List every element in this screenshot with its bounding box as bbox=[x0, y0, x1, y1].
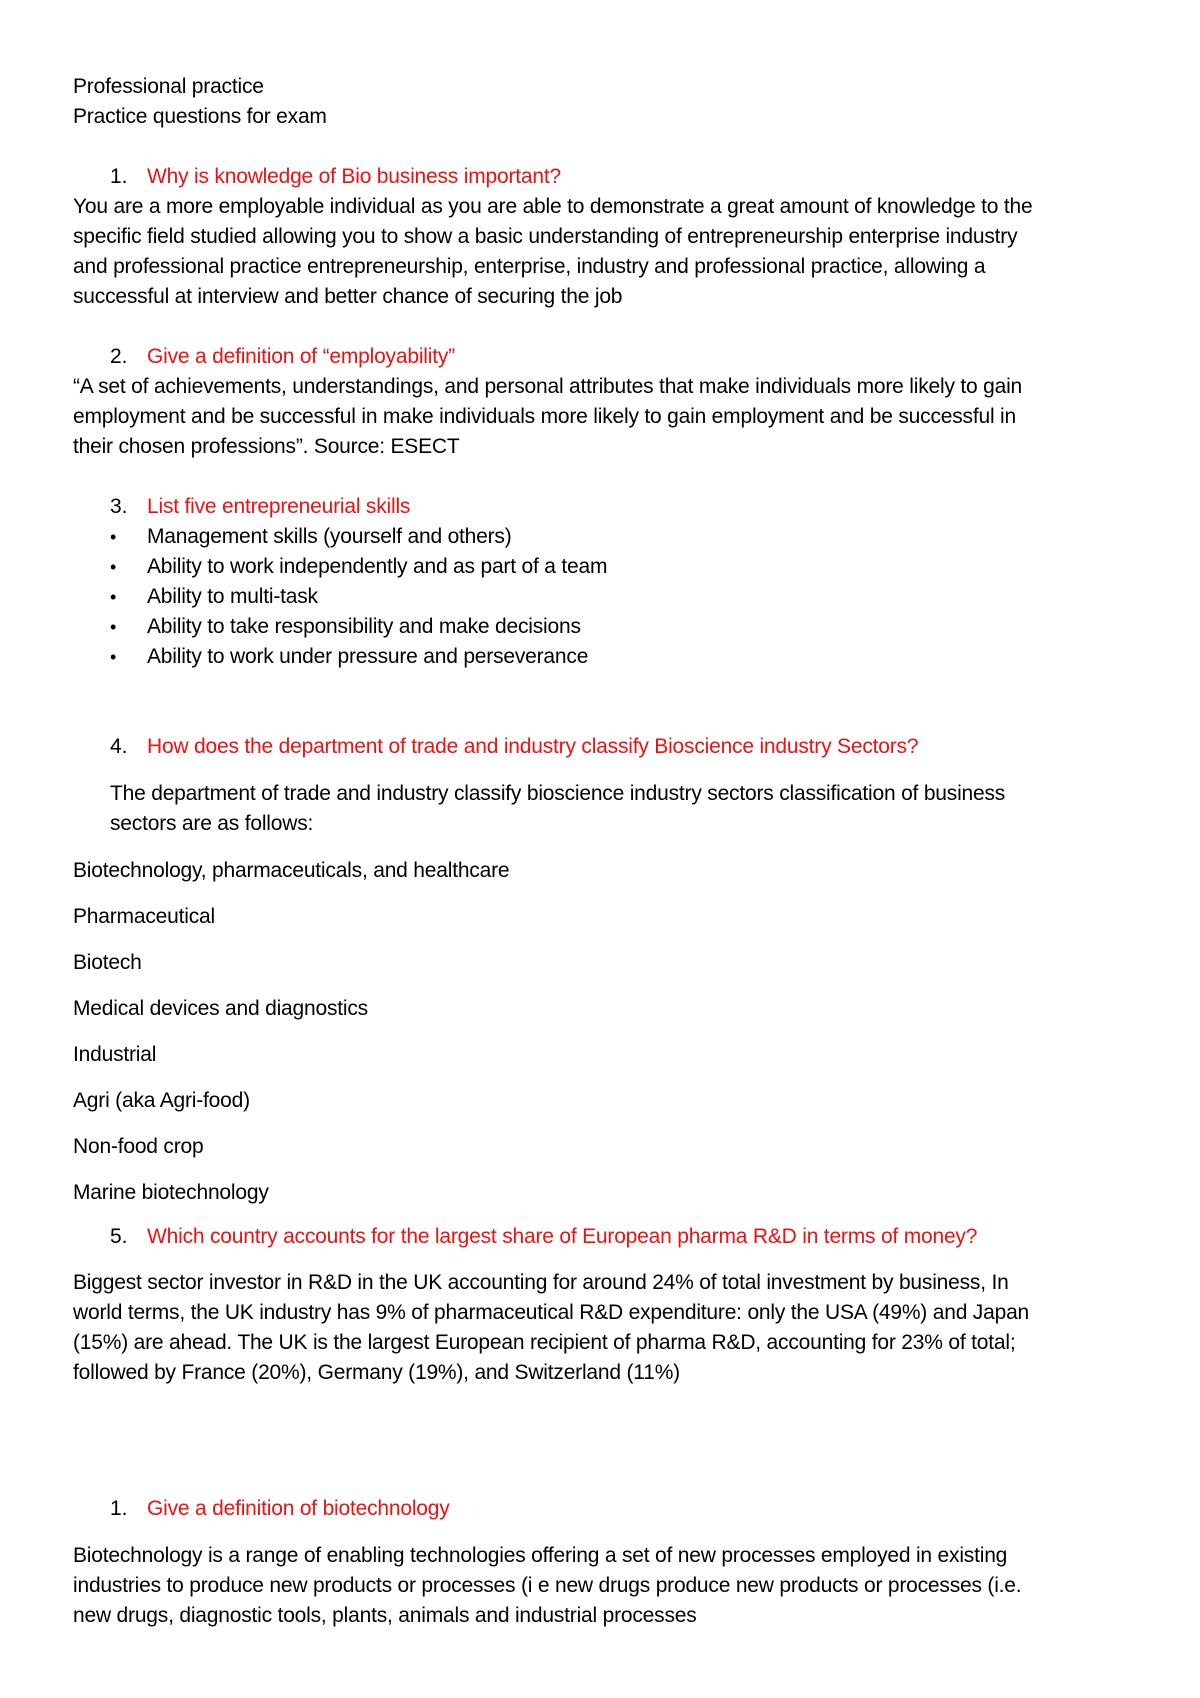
answer-line: Biggest sector investor in R&D in the UK accounting for around 24% of total investment by business, In bbox=[73, 1271, 1009, 1294]
sector-item: Marine biotechnology bbox=[73, 1181, 269, 1204]
bullet-marker: • bbox=[110, 587, 117, 607]
answer-line: followed by France (20%), Germany (19%), and Switzerland (11%) bbox=[73, 1361, 680, 1384]
answer-line: specific field studied allowing you to show a basic understanding of entrepreneurship enterprise industry bbox=[73, 225, 1018, 248]
list-item: Management skills (yourself and others) bbox=[147, 525, 512, 548]
answer-line: their chosen professions”. Source: ESECT bbox=[73, 435, 460, 458]
sector-item: Agri (aka Agri-food) bbox=[73, 1089, 250, 1112]
bullet-marker: • bbox=[110, 647, 117, 667]
sector-item: Industrial bbox=[73, 1043, 157, 1066]
answer-line: The department of trade and industry classify bioscience industry sectors classification of business bbox=[110, 782, 1006, 805]
answer-line: Biotechnology is a range of enabling technologies offering a set of new processes employed in existing bbox=[73, 1544, 1008, 1567]
answer-line: new drugs, diagnostic tools, plants, animals and industrial processes bbox=[73, 1604, 697, 1627]
question-number: 1. bbox=[110, 165, 128, 188]
question-number: 2. bbox=[110, 345, 128, 368]
bullet-marker: • bbox=[110, 557, 117, 577]
question-heading: Which country accounts for the largest share of European pharma R&D in terms of money? bbox=[147, 1225, 978, 1248]
sector-item: Biotechnology, pharmaceuticals, and healthcare bbox=[73, 859, 510, 882]
question-heading: Give a definition of “employability” bbox=[147, 345, 455, 368]
list-item: Ability to work independently and as part of a team bbox=[147, 555, 608, 578]
answer-line: You are a more employable individual as you are able to demonstrate a great amount of knowledge to the bbox=[73, 195, 1033, 218]
question-heading: Why is knowledge of Bio business important? bbox=[147, 165, 561, 188]
list-item: Ability to multi-task bbox=[147, 585, 318, 608]
list-item: Ability to work under pressure and perseverance bbox=[147, 645, 589, 668]
question-number: 1. bbox=[110, 1497, 128, 1520]
answer-line: and professional practice entrepreneurship, enterprise, industry and professional practice, allowing a bbox=[73, 255, 986, 278]
question-heading: How does the department of trade and industry classify Bioscience industry Sectors? bbox=[147, 735, 919, 758]
answer-line: industries to produce new products or processes (i e new drugs produce new products or processes (i.e. bbox=[73, 1574, 1022, 1597]
answer-line: “A set of achievements, understandings, and personal attributes that make individuals more likely to gain bbox=[73, 375, 1023, 398]
answer-line: world terms, the UK industry has 9% of pharmaceutical R&D expenditure: only the USA (49%) and Japan bbox=[73, 1301, 1030, 1324]
question-heading: List five entrepreneurial skills bbox=[147, 495, 411, 518]
document-title: Professional practice bbox=[73, 75, 264, 98]
list-item: Ability to take responsibility and make decisions bbox=[147, 615, 581, 638]
bullet-marker: • bbox=[110, 617, 117, 637]
sector-item: Medical devices and diagnostics bbox=[73, 997, 368, 1020]
question-heading: Give a definition of biotechnology bbox=[147, 1497, 450, 1520]
bullet-marker: • bbox=[110, 527, 117, 547]
answer-line: employment and be successful in make individuals more likely to gain employment and be successful in bbox=[73, 405, 1016, 428]
question-number: 4. bbox=[110, 735, 128, 758]
answer-line: successful at interview and better chance of securing the job bbox=[73, 285, 623, 308]
sector-item: Pharmaceutical bbox=[73, 905, 215, 928]
question-number: 5. bbox=[110, 1225, 128, 1248]
sector-item: Non-food crop bbox=[73, 1135, 204, 1158]
document-subtitle: Practice questions for exam bbox=[73, 105, 327, 128]
answer-line: (15%) are ahead. The UK is the largest European recipient of pharma R&D, accounting for 23% of total; bbox=[73, 1331, 1016, 1354]
question-number: 3. bbox=[110, 495, 128, 518]
answer-line: sectors are as follows: bbox=[110, 812, 314, 835]
sector-item: Biotech bbox=[73, 951, 142, 974]
